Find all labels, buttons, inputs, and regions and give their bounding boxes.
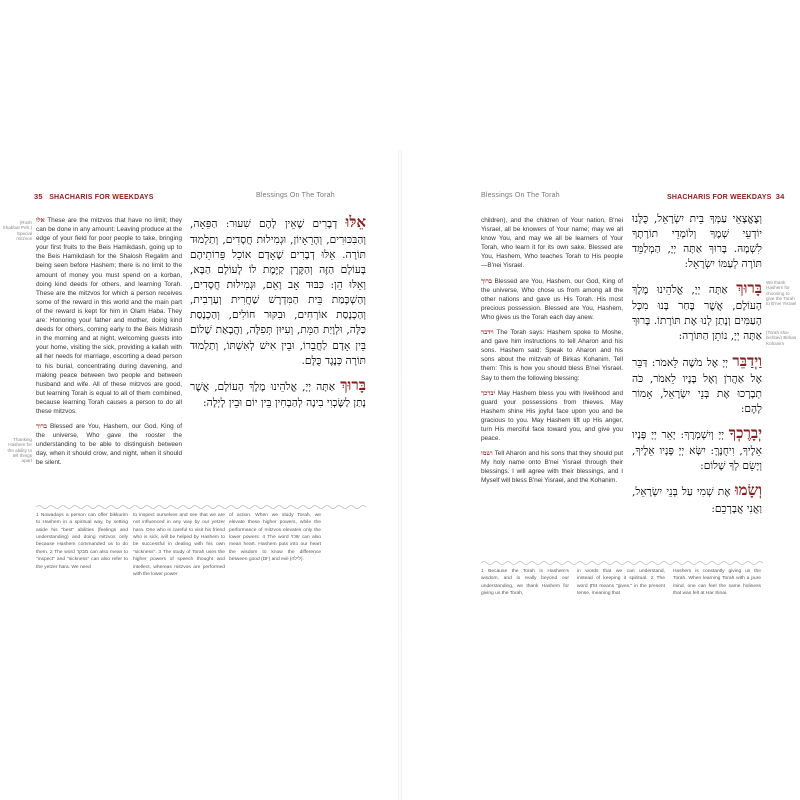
footnote-column: to inspect ourselves and see that we are not influenced in any way by our yetzer hara. One who is careful to visit his friend who is sick, will be helped by Hashem to be successful in dealing with his own "sickness". 3 The study of Torah uses the higher powers of speech thought and intellect, whereas mitzvos are performed with the lower power (133, 513, 225, 577)
opening-word: בָּרוּךְ (340, 375, 366, 394)
hebrew-body: יְיָ וְיִשְׁמְרֶךָ: יָאֵר יְיָ פָּנָיו אֵלֶיךָ, וִיחֻנֶּךָּ: יִשָּׂא יְיָ פָּנָיו אֵלֶיךָ, וְיָשֵׂם לְךָ שָׁלוֹם: (632, 428, 762, 473)
paragraph-lead-word: ברוך (36, 422, 47, 431)
divider-ornament (481, 560, 763, 566)
english-paragraph (481, 449, 623, 485)
footnote-column: 1 Nowadays a person can offer bikkurim to Hashem in a spiritual way, by setting aside his "best" abilities (feelings and understanding) and doing mitzvos only because Hashem commanded us to do them. 2 The word מבקר can also mean to "inspect" and "sickness" can also refer to the yetzer hara. We need (36, 513, 128, 570)
section-title: SHACHARIS FOR WEEKDAYS (667, 194, 772, 201)
paragraph-lead-word: אלו (36, 216, 45, 224)
english-text: May Hashem bless you with livelihood and guard your possessions from thieves. May Hashem shine His joyful face upon you and be gracious to you. May Hashem lift up His anger, turn His merciful face toward you, and give you peace. (481, 389, 624, 443)
english-paragraph (36, 422, 182, 467)
paragraph-lead-word: וידבר (481, 328, 494, 337)
running-header-left (34, 192, 154, 201)
hebrew-body: דְבָרִים שֶׁאֵין לָהֶם שִׁעוּר: הַפֵּאָה, וְהַבִּכּוּרִים, וְהָרֵאָיוֹן, וּגְמִילוּת חֲסָדִים, וְתַלְמוּד תּוֹרָה. אֵלּוּ דְבָרִים שֶׁאָדָם אוֹכֵל פֵּרוֹתֵיהֶם בָּעוֹלָם הַזֶּה וְהַקֶּרֶן קַיֶּמֶת לוֹ לָעוֹלָם הַבָּא, וְאֵלּוּ הֵן: כִּבּוּד אָב וָאֵם, וּגְמִילוּת חֲסָדִים, וְהַשְׁכָּמַת בֵּית הַמִּדְרָשׁ שַׁחֲרִית וְעַרְבִית, וְהַכְנָסַת אוֹרְחִים, וּבִקּוּר חוֹלִים, וְהַכְנָסַת כַּלָּה, וּלְוָיַת הַמֵּת, וְעִיּוּן תְּפִלָּה, וַהֲבָאַת שָׁלוֹם בֵּין אָדָם לַחֲבֵרוֹ, וּבֵין אִישׁ לְאִשְׁתּוֹ, וְתַלְמוּד תּוֹרָה כְּנֶגֶד כֻּלָּם. (190, 218, 366, 367)
english-text: These are the mitzvos that have no limit; they can be done in any amount: Leaving produce at the edge of your field for poor people to take, bringing your first fruits to the Beis Hamikdash, going up to the Beis Hamikdash for the Shalosh Regalim and being seen before Hashem; there is no limit to the amount of money you must spend on a korban, doing kind deeds for others, and learning Torah. These are the mitzvos for which a person receives some of the reward in this world and the main part of the reward is kept for him in Olam Haba. They are: Honoring your father and mother, doing kind deeds for others, coming early to the Beis Midrash in the morning and at night, welcoming guests into your home, visiting the sick, providing a kallah with all her needs for marriage, escorting a dead person to his burial, concentrating during davening, and making peace between two people and between husband and wife. All of these mitzvos are good, but learning Torah is equal to all of them combined, because learning Torah causes a person to do all these mitzvos. (36, 217, 182, 415)
hebrew-paragraph (632, 480, 762, 516)
footnote-column: Hashem is constantly giving us the Torah. When learning Torah with a pure mind, one can feel the same holiness that was felt at Har Sinai. (673, 569, 761, 597)
english-translation (36, 216, 182, 474)
english-paragraph (481, 328, 623, 383)
paragraph-lead-word: יברכך (481, 388, 496, 397)
english-paragraph (481, 277, 623, 322)
hebrew-paragraph (632, 423, 762, 474)
hebrew-paragraph (632, 278, 762, 344)
hebrew-paragraph (190, 212, 366, 369)
paragraph-lead-word: ושמו (481, 449, 493, 458)
hebrew-text (632, 212, 762, 523)
section-title: SHACHARIS FOR WEEKDAYS (49, 194, 154, 201)
english-translation (481, 216, 623, 492)
page-number: 35 (34, 192, 43, 201)
hebrew-text (190, 212, 366, 417)
opening-word: וַיְדַבֵּר (732, 351, 763, 370)
paragraph-lead-word: ברוך (481, 276, 492, 285)
margin-note: (Rosh Shabbat Peh.) Special mitzvos (2, 220, 32, 241)
hebrew-paragraph (632, 212, 762, 272)
hebrew-body: וְצֶאֱצָאֵי עַמְּךָ בֵּית יִשְׂרָאֵל, כֻּלָּנוּ יוֹדְעֵי שְׁמֶךָ וְלוֹמְדֵי תוֹרָתֶךָ לִשְׁמָהּ. בָּרוּךְ אַתָּה יְיָ, הַמְלַמֵּד תּוֹרָה לְעַמּוֹ יִשְׂרָאֵל: (632, 213, 762, 271)
english-text: children), and the children of Your nation, B'nei Yisrael, all be knowers of Your name; may we all know You, and may we all be learners of Your Torah, who learn it for its own sake. Blessed are You, Hashem, Who teaches Torah to His people—B'nei Yisrael. (481, 217, 623, 270)
english-text: The Torah says: Hashem spoke to Moshe, and gave him instructions to tell Aharon and his sons. Hashem said: Speak to Aharon and his sons about the mitzvah of Birkas Kohanim. Tell them: This is how you should bless B'nei Yisrael. Say to them the following blessing: (481, 329, 623, 382)
opening-word: וְשָׂמוּ (734, 481, 762, 500)
running-subtitle: Blessings On The Torah (256, 192, 335, 199)
running-header-right (667, 192, 785, 201)
english-text: Blessed are You, Hashem, our God, King of the universe, Who gave the rooster the understanding to be able to distinguish between day, when it should crow, and night, when it should be silent. (36, 423, 182, 467)
footnote-column: of action. When we study Torah, we elevate these higher powers, while the performance of mitzvos elevates only the lower powers. 4 The word שכוי can also mean heart. Hashem puts into our heart the wisdom to know the difference between good (יום) and evil (לילה). (229, 513, 322, 563)
english-paragraph (481, 216, 623, 271)
english-paragraph (36, 216, 182, 416)
page-number: 34 (775, 192, 785, 201)
hebrew-paragraph (632, 351, 762, 417)
footnote-column: in words that we can understand, instead of keeping it spiritual. 2 The word נותן means "gives," in the present tense, meaning that (577, 569, 665, 597)
english-text: Blessed are You, Hashem, our God, King of the universe, Who chose us from among all the other nations and gave us His Torah. His most precious possession. Blessed are You, Hashem, Who gives us the Torah each day anew. (481, 277, 623, 321)
margin-note: Thanking Hashem for the ability to tell things apart (7, 437, 32, 464)
footnote-column: 1 Because the Torah is Hashem's wisdom, and is really beyond our understanding, we thank Hashem for giving us the Torah, (481, 569, 569, 597)
hebrew-body: אַתָּה יְיָ, אֱלֹהֵינוּ מֶלֶךְ הָעוֹלָם, אֲשֶׁר בָּחַר בָּנוּ מִכָּל הָעַמִּים וְנָתַן לָנוּ אֶת תּוֹרָתוֹ. בָּרוּךְ אַתָּה יְיָ, נוֹתֵן הַתּוֹרָה: (632, 284, 762, 343)
divider-ornament (36, 504, 366, 510)
margin-note: We thank Hashem for choosing to give the Torah to B'nei Yisrael (766, 280, 797, 307)
hebrew-body: יְיָ אֶל מֹשֶׁה לֵּאמֹר: דַּבֵּר אֶל אַהֲרֹן וְאֶל בָּנָיו לֵאמֹר, כֹּה תְבָרְכוּ אֶת בְּנֵי יִשְׂרָאֵל, אָמוֹר לָהֶם: (632, 356, 762, 415)
english-text: Tell Aharon and his sons that they should put My holy name onto B'nei Yisrael through their blessings. I will agree with their blessings, and I Myself will bless B'nei Yisrael, and the Kohanim. (481, 450, 623, 485)
margin-note: (Torah sha-bichtav) Birkas Kohanim (766, 330, 797, 346)
right-page (400, 0, 800, 800)
hebrew-paragraph (190, 375, 366, 411)
hebrew-body: אַתָּה יְיָ, אֱלֹהֵינוּ מֶלֶךְ הָעוֹלָם, אֲשֶׁר נָתַן לַשֶּׂכְוִי בִינָה לְהַבְחִין בֵּין יוֹם וּבֵין לָיְלָה: (190, 380, 366, 409)
english-paragraph (481, 389, 623, 444)
running-subtitle: Blessings On The Torah (481, 192, 560, 199)
opening-word: בָּרוּךְ (736, 279, 763, 298)
opening-word: אֵלּוּ (345, 213, 367, 231)
opening-word: יְבָרֶכְךָ (728, 423, 762, 442)
hebrew-body: אֶת שְׁמִי עַל בְּנֵי יִשְׂרָאֵל, וַאֲנִי אֲבָרְכֵם: (632, 486, 762, 515)
